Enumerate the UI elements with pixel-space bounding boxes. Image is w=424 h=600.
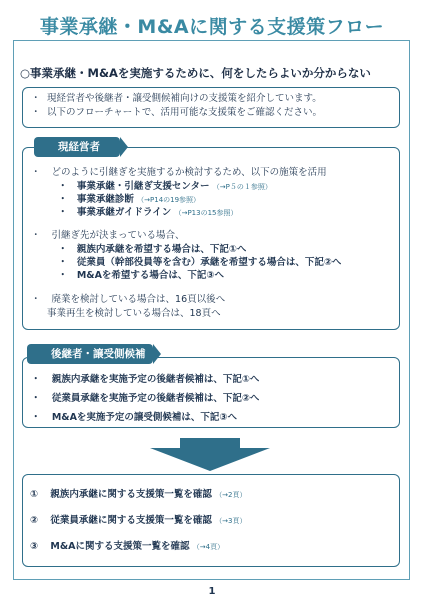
bullet-icon: ・: [31, 230, 41, 241]
bullet-icon: ・: [58, 244, 68, 255]
bullet-icon: ・: [31, 294, 41, 305]
successor-item: ・ 従業員承継を実施予定の後継者候補は、下記②へ: [31, 393, 260, 404]
owner-lead-1: ・ どのように引継ぎを実施するか検討するため、以下の施策を活用: [31, 167, 327, 178]
bullet-icon: ・: [58, 207, 68, 218]
bullet-icon: ・: [31, 412, 41, 423]
successor-tab: 後継者・譲受側候補: [27, 344, 153, 364]
bullet-icon: ・: [58, 181, 68, 192]
page-reference: （→P５の１参照）: [212, 183, 272, 191]
result-number: ③: [30, 541, 39, 552]
intro-text: 以下のフローチャートで、活用可能な支援策をご確認ください。: [47, 107, 323, 118]
page-reference: （→P14の19参照）: [137, 196, 201, 204]
bullet-icon: ・: [58, 194, 68, 205]
support-item: ・ 事業承継ガイドライン （→P13の15参照）: [58, 207, 238, 218]
title-bar: [0, 0, 424, 40]
result-number: ②: [30, 515, 39, 526]
current-owner-tab: 現経営者: [34, 137, 120, 157]
bullet-icon: ・: [58, 257, 68, 268]
result-number: ①: [30, 489, 39, 500]
bullet-icon: ・: [31, 93, 41, 104]
intro-line: [31, 92, 391, 106]
successor-item: ・ M&Aを実施予定の譲受側候補は、下記③へ: [31, 412, 237, 423]
intro-text: 現経営者や後継者・譲受側候補向けの支援策を紹介しています。: [47, 93, 322, 104]
page-reference: （→2頁）: [215, 491, 247, 499]
result-item: ② 従業員承継に関する支援策一覧を確認 （→3頁）: [30, 515, 247, 526]
section-heading: ○事業承継・M&Aを実施するために、何をしたらよいか分からない: [20, 66, 371, 80]
intro-line: [31, 106, 391, 120]
successor-item: ・ 親族内承継を実施予定の後継者候補は、下記①へ: [31, 374, 260, 385]
owner-lead-3: ・ 廃業を検討している場合は、16頁以後へ: [31, 294, 226, 305]
page-number: 1: [208, 586, 216, 597]
result-item: ① 親族内承継に関する支援策一覧を確認 （→2頁）: [30, 489, 247, 500]
result-item: ③ M&Aに関する支援策一覧を確認 （→4頁）: [30, 541, 225, 552]
route-item: ・ M&Aを希望する場合は、下記③へ: [58, 270, 224, 281]
down-arrow-icon: [150, 438, 270, 471]
bullet-icon: ・: [58, 270, 68, 281]
page-reference: （→3頁）: [215, 517, 247, 525]
bullet-icon: ・: [31, 107, 41, 118]
route-item: ・ 従業員（幹部役員等を含む）承継を希望する場合は、下記②へ: [58, 257, 342, 268]
page-reference: （→P13の15参照）: [174, 209, 238, 217]
bullet-icon: ・: [31, 167, 41, 178]
owner-lead-3-cont: 事業再生を検討している場合は、18頁へ: [47, 308, 221, 319]
page-title: 事業承継・M&Aに関する支援策フロー: [39, 16, 385, 38]
support-item: ・ 事業承継・引継ぎ支援センター （→P５の１参照）: [58, 181, 272, 192]
bullet-icon: ・: [31, 393, 41, 404]
owner-lead-2: ・ 引継ぎ先が決まっている場合、: [31, 230, 185, 241]
intro-box: [22, 87, 400, 128]
route-item: ・ 親族内承継を希望する場合は、下記①へ: [58, 244, 247, 255]
support-item: ・ 事業承継診断 （→P14の19参照）: [58, 194, 201, 205]
page-reference: （→4頁）: [192, 543, 225, 551]
bullet-icon: ・: [31, 374, 41, 385]
